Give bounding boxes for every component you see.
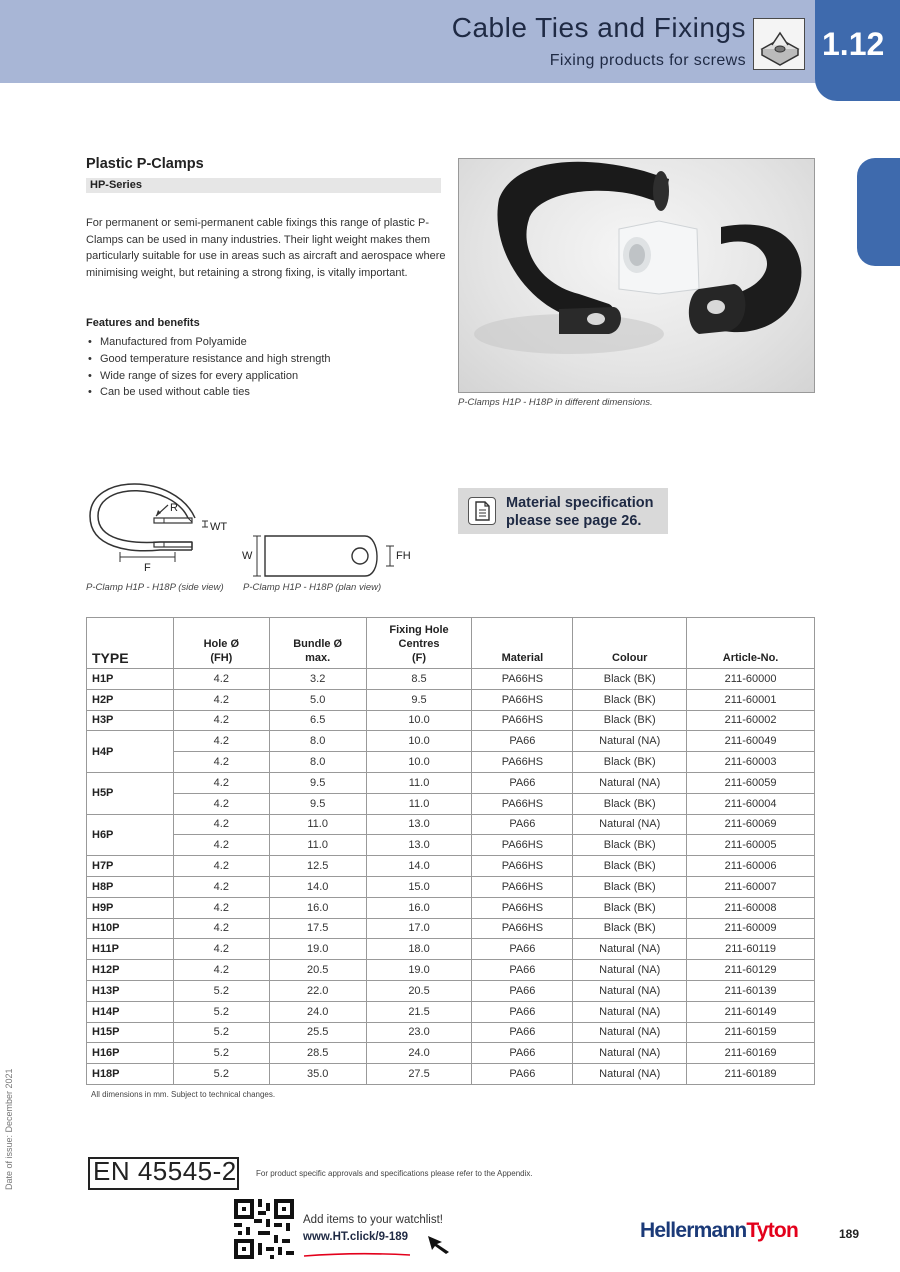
features-title: Features and benefits (86, 317, 200, 329)
cell-article: 211-60189 (687, 1064, 815, 1085)
feature-item: • Manufactured from Polyamide (86, 334, 331, 351)
cell-colour: Natural (NA) (573, 939, 687, 960)
cell-material: PA66 (472, 814, 573, 835)
cell-colour: Black (BK) (573, 689, 687, 710)
cell-article: 211-60007 (687, 876, 815, 897)
label-fh: FH (396, 550, 411, 562)
diagram-caption-plan: P-Clamp H1P - H18P (plan view) (243, 582, 382, 593)
table-row (87, 814, 815, 835)
table-row (87, 752, 815, 773)
cell-bundle: 16.0 (269, 897, 366, 918)
cell-material: PA66 (472, 772, 573, 793)
table-row (87, 897, 815, 918)
cell-article: 211-60004 (687, 793, 815, 814)
cell-colour: Natural (NA) (573, 1022, 687, 1043)
product-title: Plastic P-Clamps (86, 156, 204, 172)
cell-article: 211-60169 (687, 1043, 815, 1064)
cell-colour: Black (BK) (573, 710, 687, 731)
cell-fix: 16.0 (366, 897, 472, 918)
table-row (87, 835, 815, 856)
cell-hole: 4.2 (173, 689, 269, 710)
label-w: W (242, 550, 253, 562)
cell-article: 211-60139 (687, 980, 815, 1001)
technical-diagram (80, 478, 420, 578)
table-row (87, 918, 815, 939)
cell-hole: 4.2 (173, 752, 269, 773)
cell-hole: 4.2 (173, 710, 269, 731)
cell-fix: 19.0 (366, 960, 472, 981)
cell-type: H16P (87, 1043, 174, 1064)
cell-bundle: 20.5 (269, 960, 366, 981)
date-of-issue: Date of issue: December 2021 (4, 1068, 14, 1190)
cell-article: 211-60159 (687, 1022, 815, 1043)
cell-colour: Black (BK) (573, 897, 687, 918)
table-row (87, 669, 815, 690)
cell-bundle: 11.0 (269, 835, 366, 856)
cell-hole: 4.2 (173, 772, 269, 793)
cell-colour: Black (BK) (573, 918, 687, 939)
table-row (87, 939, 815, 960)
cell-type: H2P (87, 689, 174, 710)
cell-type: H18P (87, 1064, 174, 1085)
cell-bundle: 19.0 (269, 939, 366, 960)
cell-fix: 11.0 (366, 772, 472, 793)
page-title: Cable Ties and Fixings (451, 12, 746, 43)
cell-article: 211-60009 (687, 918, 815, 939)
cell-material: PA66HS (472, 752, 573, 773)
cell-fix: 23.0 (366, 1022, 472, 1043)
cell-type: H5P (87, 772, 174, 814)
cell-bundle: 12.5 (269, 856, 366, 877)
label-f: F (144, 562, 151, 574)
cell-material: PA66 (472, 939, 573, 960)
cell-type: H3P (87, 710, 174, 731)
cell-fix: 9.5 (366, 689, 472, 710)
material-spec-line1: Material specification (506, 495, 654, 511)
cell-article: 211-60149 (687, 1001, 815, 1022)
page-number: 189 (839, 1227, 860, 1241)
intro-text: For permanent or semi-permanent cable fixings this range of plastic P-Clamps can be used in many industries. Their light weight makes them particularly suitable for use in areas such as aircraft and aerospace where minimising weight, but retaining a strong fixing, is vitally important. (86, 217, 446, 279)
cell-material: PA66 (472, 1064, 573, 1085)
cell-article: 211-60001 (687, 689, 815, 710)
watchlist-underline (303, 1246, 411, 1254)
cell-fix: 27.5 (366, 1064, 472, 1085)
cell-fix: 10.0 (366, 752, 472, 773)
cell-material: PA66HS (472, 897, 573, 918)
watchlist-text: Add items to your watchlist! (303, 1214, 443, 1226)
photo-caption: P-Clamps H1P - H18P in different dimensions. (458, 397, 653, 408)
table-footnote: All dimensions in mm. Subject to technical changes. (91, 1090, 276, 1099)
cell-fix: 10.0 (366, 710, 472, 731)
cell-material: PA66HS (472, 669, 573, 690)
cell-type: H12P (87, 960, 174, 981)
cell-article: 211-60059 (687, 772, 815, 793)
cell-bundle: 25.5 (269, 1022, 366, 1043)
cell-colour: Black (BK) (573, 835, 687, 856)
cell-hole: 5.2 (173, 1064, 269, 1085)
cell-fix: 20.5 (366, 980, 472, 1001)
cell-hole: 4.2 (173, 731, 269, 752)
cell-material: PA66HS (472, 689, 573, 710)
cell-bundle: 8.0 (269, 752, 366, 773)
cell-bundle: 9.5 (269, 772, 366, 793)
cell-hole: 4.2 (173, 960, 269, 981)
material-spec-text[interactable] (506, 494, 653, 530)
cell-bundle: 17.5 (269, 918, 366, 939)
brand-logo-main: Hellermann (640, 1219, 747, 1242)
cell-fix: 8.5 (366, 669, 472, 690)
header-fixing-centres: Fixing Hole Centres (F) (366, 618, 472, 669)
cell-article: 211-60049 (687, 731, 815, 752)
cell-type: H9P (87, 897, 174, 918)
cell-colour: Black (BK) (573, 856, 687, 877)
cell-colour: Natural (NA) (573, 960, 687, 981)
table-row (87, 1001, 815, 1022)
cell-colour: Natural (NA) (573, 731, 687, 752)
cell-hole: 4.2 (173, 835, 269, 856)
watchlist-link[interactable]: www.HT.click/9-189 (303, 1231, 409, 1243)
cell-fix: 11.0 (366, 793, 472, 814)
cell-bundle: 3.2 (269, 669, 366, 690)
cell-type: H11P (87, 939, 174, 960)
cell-bundle: 35.0 (269, 1064, 366, 1085)
table-row (87, 710, 815, 731)
cursor-arrow-icon (425, 1233, 453, 1255)
cell-type: H13P (87, 980, 174, 1001)
cell-hole: 4.2 (173, 814, 269, 835)
feature-item: • Can be used without cable ties (86, 384, 331, 401)
cell-material: PA66 (472, 980, 573, 1001)
cell-article: 211-60002 (687, 710, 815, 731)
cell-type: H7P (87, 856, 174, 877)
cell-colour: Natural (NA) (573, 1064, 687, 1085)
cell-hole: 5.2 (173, 1043, 269, 1064)
cell-type: H6P (87, 814, 174, 856)
cell-hole: 4.2 (173, 876, 269, 897)
cell-bundle: 6.5 (269, 710, 366, 731)
page-subtitle: Fixing products for screws (549, 52, 746, 69)
table-row (87, 856, 815, 877)
cell-material: PA66 (472, 731, 573, 752)
table-row (87, 1022, 815, 1043)
cell-hole: 5.2 (173, 980, 269, 1001)
cell-type: H15P (87, 1022, 174, 1043)
cell-bundle: 11.0 (269, 814, 366, 835)
diagram-caption-side: P-Clamp H1P - H18P (side view) (86, 582, 224, 593)
header-hole: Hole Ø (FH) (173, 618, 269, 669)
cell-colour: Black (BK) (573, 876, 687, 897)
cell-type: H8P (87, 876, 174, 897)
material-spec-line2: please see page 26. (506, 513, 642, 529)
cell-colour: Natural (NA) (573, 1001, 687, 1022)
cell-article: 211-60119 (687, 939, 815, 960)
cell-bundle: 8.0 (269, 731, 366, 752)
cell-article: 211-60003 (687, 752, 815, 773)
cell-hole: 4.2 (173, 939, 269, 960)
cell-article: 211-60000 (687, 669, 815, 690)
cell-article: 211-60006 (687, 856, 815, 877)
product-photo (458, 158, 815, 393)
cell-type: H1P (87, 669, 174, 690)
cell-colour: Natural (NA) (573, 814, 687, 835)
table-row (87, 731, 815, 752)
cell-article: 211-60005 (687, 835, 815, 856)
cell-hole: 4.2 (173, 897, 269, 918)
cell-type: H4P (87, 731, 174, 773)
table-body (87, 669, 815, 1085)
brand-logo (640, 1219, 798, 1243)
table-row (87, 793, 815, 814)
cell-hole: 4.2 (173, 669, 269, 690)
cell-hole: 4.2 (173, 856, 269, 877)
table-row (87, 1064, 815, 1085)
table-row (87, 876, 815, 897)
cell-article: 211-60069 (687, 814, 815, 835)
cell-bundle: 9.5 (269, 793, 366, 814)
features-list (86, 334, 331, 401)
cell-hole: 4.2 (173, 793, 269, 814)
cell-colour: Black (BK) (573, 793, 687, 814)
cell-fix: 14.0 (366, 856, 472, 877)
cell-material: PA66 (472, 1043, 573, 1064)
side-tab (857, 158, 900, 266)
table-row (87, 960, 815, 981)
cell-material: PA66HS (472, 835, 573, 856)
cell-material: PA66HS (472, 856, 573, 877)
cell-hole: 5.2 (173, 1001, 269, 1022)
table-header-row (87, 618, 815, 669)
product-table (86, 617, 815, 1085)
cell-article: 211-60129 (687, 960, 815, 981)
cell-material: PA66 (472, 960, 573, 981)
table-row (87, 689, 815, 710)
table-row (87, 980, 815, 1001)
document-icon (468, 497, 496, 525)
series-label: HP-Series (90, 179, 142, 191)
table-row (87, 1043, 815, 1064)
cell-colour: Natural (NA) (573, 1043, 687, 1064)
header-colour: Colour (573, 618, 687, 669)
feature-item: • Wide range of sizes for every application (86, 368, 331, 385)
cell-bundle: 5.0 (269, 689, 366, 710)
header-material: Material (472, 618, 573, 669)
cell-fix: 15.0 (366, 876, 472, 897)
label-wt: WT (210, 521, 228, 533)
header-type: TYPE (87, 618, 174, 669)
chapter-number: 1.12 (822, 26, 885, 62)
cell-article: 211-60008 (687, 897, 815, 918)
label-r: R (170, 502, 178, 514)
cell-material: PA66HS (472, 793, 573, 814)
cell-fix: 13.0 (366, 814, 472, 835)
cell-bundle: 28.5 (269, 1043, 366, 1064)
cell-material: PA66HS (472, 710, 573, 731)
cell-colour: Natural (NA) (573, 772, 687, 793)
cell-fix: 13.0 (366, 835, 472, 856)
cell-type: H14P (87, 1001, 174, 1022)
cell-fix: 17.0 (366, 918, 472, 939)
cell-fix: 10.0 (366, 731, 472, 752)
cell-colour: Black (BK) (573, 669, 687, 690)
cell-hole: 4.2 (173, 918, 269, 939)
qr-code-icon[interactable] (234, 1199, 294, 1259)
cell-material: PA66HS (472, 918, 573, 939)
cell-fix: 24.0 (366, 1043, 472, 1064)
cell-fix: 18.0 (366, 939, 472, 960)
appendix-note: For product specific approvals and specifications please refer to the Appendix. (256, 1169, 533, 1178)
brand-logo-accent: Tyton (746, 1219, 798, 1242)
cell-material: PA66 (472, 1001, 573, 1022)
cell-bundle: 24.0 (269, 1001, 366, 1022)
cell-material: PA66HS (472, 876, 573, 897)
table-row (87, 772, 815, 793)
header-article: Article-No. (687, 618, 815, 669)
header-bundle: Bundle Ø max. (269, 618, 366, 669)
cell-colour: Natural (NA) (573, 980, 687, 1001)
cell-bundle: 22.0 (269, 980, 366, 1001)
cell-material: PA66 (472, 1022, 573, 1043)
standard-label: EN 45545-2 (93, 1156, 237, 1186)
cell-bundle: 14.0 (269, 876, 366, 897)
cell-colour: Black (BK) (573, 752, 687, 773)
cell-type: H10P (87, 918, 174, 939)
cable-tie-mount-icon (753, 18, 805, 70)
cell-fix: 21.5 (366, 1001, 472, 1022)
feature-item: • Good temperature resistance and high strength (86, 351, 331, 368)
cell-hole: 5.2 (173, 1022, 269, 1043)
